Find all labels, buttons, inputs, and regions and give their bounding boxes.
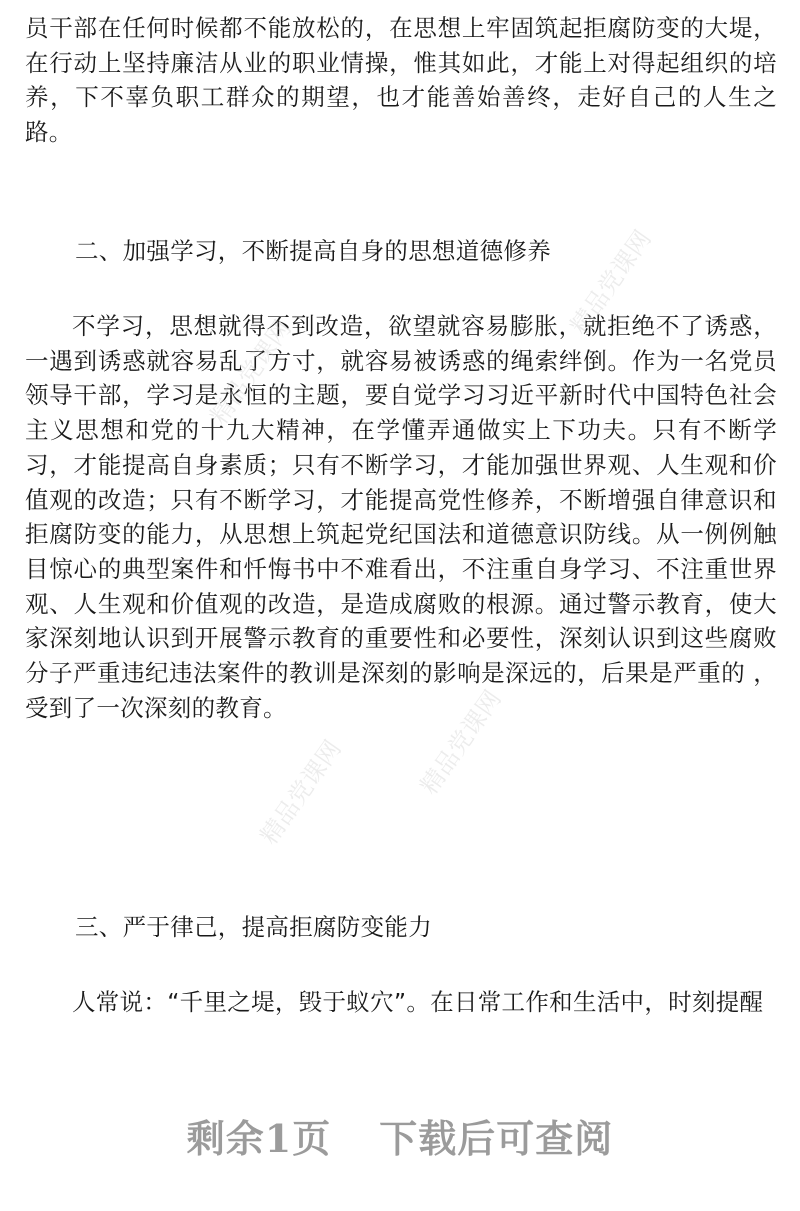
watermark: 精品党课网: [254, 735, 347, 850]
paragraph-2: 不学习，思想就得不到改造，欲望就容易膨胀，就拒绝不了诱惑，一遇到诱惑就容易乱了方寸，就容易被诱惑的绳索绊倒。作为一名党员领导干部，学习是永恒的主题，要自觉学习习近平新时代中国特色社会主义思想和党的十九大精神，在学懂弄通做实上下功夫。只有不断学习，才能提高自身素质；只有不断学习，才能加强世界观、人生观和价值观的改造；只有不断学习，才能提高党性修养，不断增强自律意识和拒腐防变的能力，从思想上筑起党纪国法和道德意识防线。从一例例触目惊心的典型案件和忏悔书中不难看出，不注重自身学习、不注重世界观、人生观和价值观的改造，是造成腐败的根源。通过警示教育，使大家深刻地认识到开展警示教育的重要性和必要性，深刻认识到这些腐败分子严重违纪违法案件的教训是深刻的影响是深远的，后果是严重的 ，受到了一次深刻的教育。: [25, 312, 777, 722]
remaining-pages-label: 剩余1页: [186, 1116, 332, 1161]
watermark: 精品党课网: [564, 225, 657, 340]
download-banner[interactable]: [0, 1108, 800, 1163]
paragraph-1: 员干部在任何时候都不能放松的，在思想上牢固筑起拒腐防变的大堤，在行动上坚持廉洁从业的职业情操，惟其如此，才能上对得起组织的培养，下不辜负职工群众的期望，也才能善始善终，走好自己的人生之路。: [25, 14, 777, 147]
download-hint-label: 下载后可查阅: [379, 1116, 614, 1161]
watermark: 精品党课网: [204, 315, 297, 430]
watermark: 精品党课网: [414, 685, 507, 800]
section-heading-2: 二、加强学习，不断提高自身的思想道德修养: [75, 237, 551, 265]
paragraph-3: 人常说：“千里之堤，毁于蚁穴”。在日常工作和生活中，时刻提醒: [72, 988, 764, 1016]
section-heading-3: 三、严于律己，提高拒腐防变能力: [75, 913, 432, 941]
